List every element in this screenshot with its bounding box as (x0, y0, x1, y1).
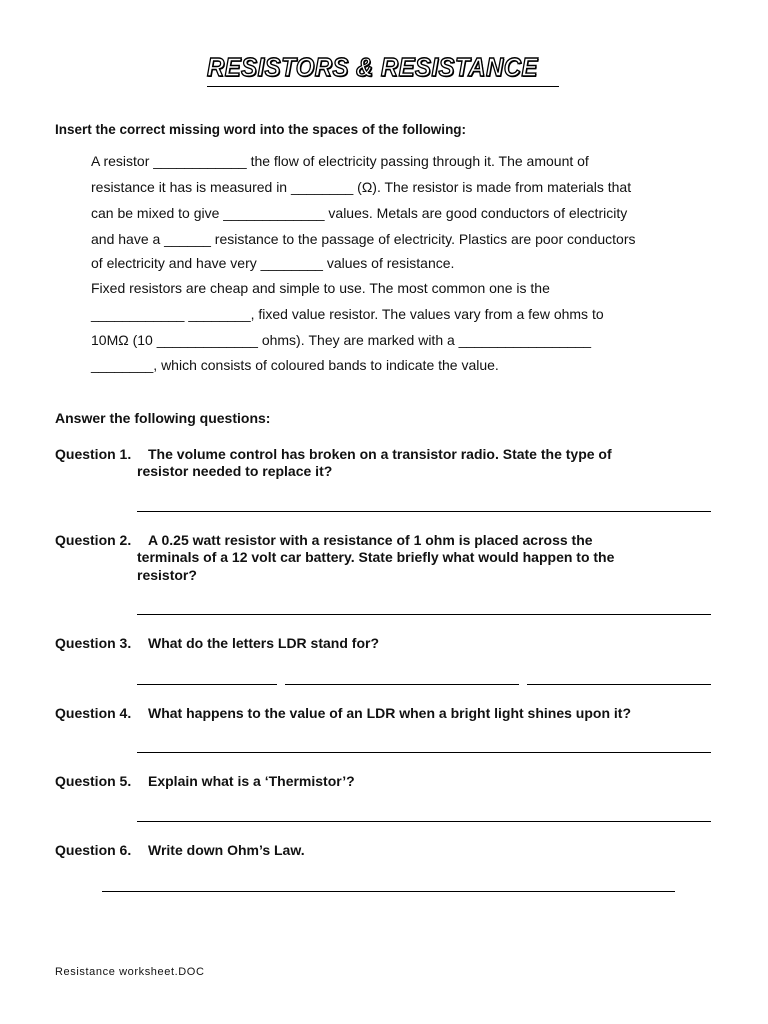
question-number: Question 5. (55, 773, 132, 789)
page-title: RESISTORS & RESISTANCE (207, 52, 538, 82)
answer-line-3a[interactable] (137, 684, 277, 685)
answer-line-4[interactable] (137, 752, 711, 753)
answer-line-6[interactable] (102, 891, 675, 892)
instruction-text: Insert the correct missing word into the spaces of the following: (55, 122, 467, 137)
question-number: Question 3. (55, 635, 132, 651)
question-text: Explain what is a ‘Thermistor’? (148, 773, 355, 789)
question-number: Question 1. (55, 446, 132, 462)
question-3 (55, 635, 379, 651)
question-5 (55, 773, 355, 789)
answer-line-5[interactable] (137, 821, 711, 822)
paragraph-line: resistance it has is measured in ________ (Ω). The resistor is made from materials that (91, 179, 632, 195)
paragraph-line: A resistor ____________ the flow of electricity passing through it. The amount of (91, 153, 589, 169)
paragraph-line: ________, which consists of coloured bands to indicate the value. (91, 357, 499, 373)
question-text: A 0.25 watt resistor with a resistance of 1 ohm is placed across the (148, 532, 593, 548)
question-1 (55, 446, 612, 462)
paragraph-line: of electricity and have very ________ values of resistance. (91, 255, 455, 271)
question-text: What do the letters LDR stand for? (148, 635, 379, 651)
answer-header: Answer the following questions: (55, 410, 271, 426)
question-6 (55, 842, 305, 858)
paragraph-line: and have a ______ resistance to the passage of electricity. Plastics are poor conductors (91, 231, 636, 247)
question-text: resistor needed to replace it? (137, 463, 333, 479)
paragraph-line: can be mixed to give _____________ values. Metals are good conductors of electricity (91, 205, 628, 221)
question-number: Question 2. (55, 532, 132, 548)
question-number: Question 4. (55, 705, 132, 721)
answer-line-3b[interactable] (285, 684, 519, 685)
answer-line-2[interactable] (137, 614, 711, 615)
title-block (207, 52, 559, 83)
question-text: resistor? (137, 567, 197, 583)
question-text: terminals of a 12 volt car battery. State briefly what would happen to the (137, 549, 615, 565)
question-number: Question 6. (55, 842, 132, 858)
question-4 (55, 705, 631, 721)
title-underline (207, 86, 559, 87)
answer-line-1[interactable] (137, 511, 711, 512)
question-2 (55, 532, 593, 548)
answer-line-3c[interactable] (527, 684, 711, 685)
paragraph-line: Fixed resistors are cheap and simple to use. The most common one is the (91, 280, 550, 296)
paragraph-line: 10MΩ (10 _____________ ohms). They are marked with a _________________ (91, 332, 592, 348)
question-text: Write down Ohm’s Law. (148, 842, 305, 858)
question-text: What happens to the value of an LDR when a bright light shines upon it? (148, 705, 631, 721)
question-text: The volume control has broken on a transistor radio. State the type of (148, 446, 612, 462)
paragraph-line: ____________ ________, fixed value resistor. The values vary from a few ohms to (91, 306, 604, 322)
footer-filename: Resistance worksheet.DOC (55, 966, 205, 978)
